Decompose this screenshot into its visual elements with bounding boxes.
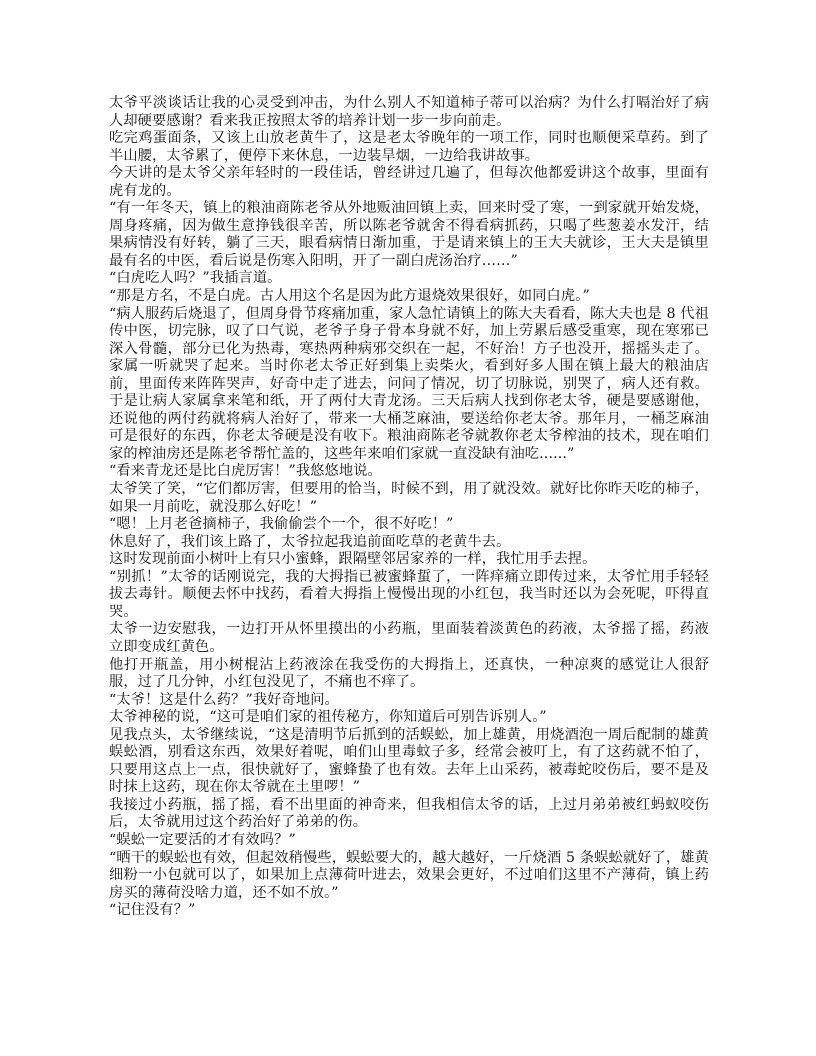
paragraph: “那是方名，不是白虎。古人用这个名是因为此方退烧效果很好，如同白虎。”	[109, 288, 590, 305]
paragraph: 太爷神秘的说，“这可是咱们家的祖传秘方，你知道后可别告诉别人。”	[109, 709, 547, 726]
paragraph: 今天讲的是太爷父亲年轻时的一段佳话，曾经讲过几遍了，但每次他都爱讲这个故事，里面有虎有龙的。	[109, 165, 709, 199]
paragraph: “记住没有？”	[109, 902, 196, 919]
paragraph: “蜈蚣一定要活的才有效吗？”	[109, 831, 296, 848]
paragraph: 太爷平淡谈话让我的心灵受到冲击，为什么别人不知道柿子蒂可以治病？为什么打嗝治好了病人却硬要感谢？看来我正按照太爷的培养计划一步一步向前走。	[109, 95, 709, 129]
paragraph: 吃完鸡蛋面条，又该上山放老黄牛了，这是老太爷晚年的一项工作，同时也顺便采草药。到了半山腰，太爷累了，便停下来休息，一边装旱烟，一边给我讲故事。	[109, 130, 709, 164]
paragraph: “看来青龙还是比白虎厉害！”我悠悠地说。	[109, 463, 382, 480]
paragraph: 这时发现前面小树叶上有只小蜜蜂，跟隔壁邻居家养的一样，我忙用手去捏。	[109, 551, 597, 568]
paragraph: 我接过小药瓶，摇了摇，看不出里面的神奇来，但我相信太爷的话，上过月弟弟被红蚂蚁咬伤后，太爷就用过这个药治好了弟弟的伤。	[109, 796, 709, 831]
paragraph: “晒干的蜈蚣也有效，但起效稍慢些，蜈蚣要大的，越大越好，一斤烧酒 5 条蜈蚣就好了，雄黄细粉一小包就可以了，如果加上点薄荷叶进去，效果会更好，不过咱们这里不产薄荷，镇上药房买的薄荷没啥力道，还不如不放。”	[109, 849, 709, 901]
paragraph: “白虎吃人吗？”我插言道。	[109, 270, 282, 287]
paragraph: 休息好了，我们该上路了，太爷拉起我追前面吃草的老黄牛去。	[109, 533, 511, 550]
paragraph: “别抓！”太爷的话刚说完，我的大拇指已被蜜蜂蜇了，一阵痒痛立即传过来，太爷忙用手轻轻拔去毒针。顺便去怀中找药，看着大拇指上慢慢出现的小红包，我当时还以为会死呢，吓得直哭。	[109, 568, 709, 620]
paragraph: 太爷一边安慰我，一边打开从怀里摸出的小药瓶，里面装着淡黄色的药液，太爷摇了摇，药液立即变成红黄色。	[109, 621, 709, 655]
paragraph: “嗯！上月老爸摘柿子，我偷偷尝个一个，很不好吃！”	[109, 516, 454, 533]
paragraph: “病人服药后烧退了，但周身骨节疼痛加重，家人急忙请镇上的陈大夫看看，陈大夫也是 8 代祖传中医，切完脉，叹了口气说，老爷子身子骨本身就不好，加上劳累后感受重寒，现在寒邪已深入骨髓，部分已化为热毒，寒热两种病邪交织在一起，不好治！方子也没开，摇摇头走了。家属一听就哭了起来。当时你老太爷正好到集上卖柴火，看到好多人围在镇上最大的粮油店前，里面传来阵阵哭声，好奇中走了进去，问问了情况，切了切脉说，别哭了，病人还有救。于是让病人家属拿来笔和纸，开了两付大青龙汤。三天后病人找到你老太爷，硬是要感谢他，还说他的两付药就将病人治好了，带来一大桶芝麻油，要送给你老太爷。那年月，一桶芝麻油可是很好的东西，你老太爷硬是没有收下。粮油商陈老爷就教你老太爷榨油的技术，现在咱们家的榨油房还是陈老爷帮忙盖的，这些年来咱们家就一直没缺有油吃......”	[109, 305, 709, 462]
paragraph: “有一年冬天，镇上的粮油商陈老爷从外地贩油回镇上卖，回来时受了寒，一到家就开始发烧，周身疼痛，因为做生意挣钱很辛苦，所以陈老爷就舍不得看病抓药，只喝了些葱姜水发汗，结果病情没有好转，躺了三天，眼看病情日渐加重，于是请来镇上的王大夫就诊，王大夫是镇里最有名的中医，看后说是伤寒入阳明，开了一副白虎汤治疗……”	[109, 200, 709, 269]
paragraph: 太爷笑了笑，“它们都厉害，但要用的恰当，时候不到，用了就没效。就好比你昨天吃的柿子，如果一月前吃，就没那么好吃！”	[109, 481, 709, 515]
paragraph: 他打开瓶盖，用小树棍沾上药液涂在我受伤的大拇指上，还真快，一种凉爽的感觉让人很舒服，过了几分钟，小红包没见了，不痛也不痒了。	[109, 656, 709, 691]
document-page	[109, 95, 709, 920]
paragraph: 见我点头，太爷继续说，“这是清明节后抓到的活蜈蚣，加上雄黄，用烧酒泡一周后配制的雄黄蜈蚣酒，别看这东西，效果好着呢，咱们山里毒蚊子多，经常会被叮上，有了这药就不怕了，只要用这点上一点，很快就好了，蜜蜂蛰了也有效。去年上山采药，被毒蛇咬伤后，要不是及时抹上这药，现在你太爷就在土里啰！”	[109, 726, 709, 796]
paragraph: “太爷！这是什么药？”我好奇地问。	[109, 691, 339, 708]
